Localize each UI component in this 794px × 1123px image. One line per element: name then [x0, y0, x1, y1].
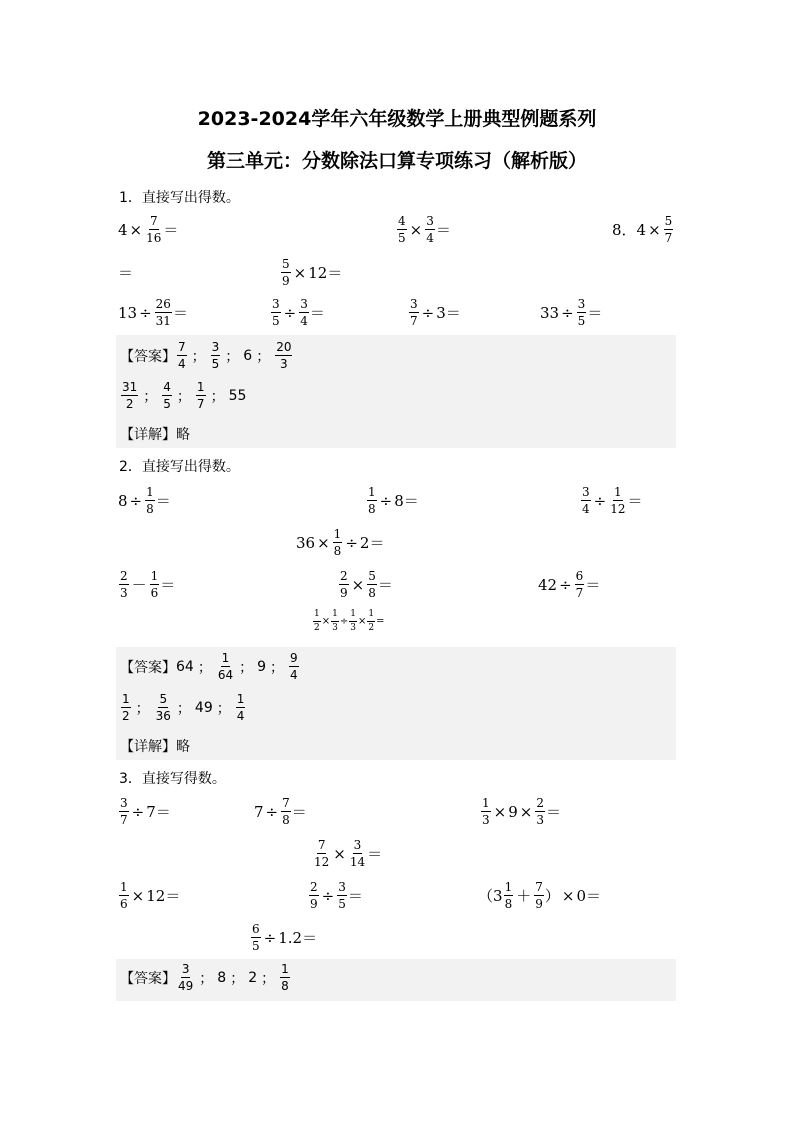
denominator: 5 [577, 314, 586, 328]
numerator: 1 [368, 485, 376, 499]
q1-expression-1 [118, 215, 178, 244]
numerator: 3 [272, 297, 280, 311]
equals-sign: ＝ [403, 492, 419, 510]
q2-expression-4 [296, 528, 384, 557]
q2-answer-row-1 [120, 652, 300, 681]
denominator: 7 [410, 314, 418, 328]
equals-sign: = [376, 616, 385, 627]
answer-label: 【答案】 [120, 970, 176, 987]
numerator: 7 [282, 796, 290, 810]
q3-expression-6 [308, 881, 363, 910]
numerator: 3 [410, 297, 418, 311]
denominator: 4 [426, 231, 434, 245]
denominator: 4 [236, 709, 245, 723]
separator: ； [199, 970, 214, 987]
q3-expression-5 [118, 881, 180, 910]
fraction [367, 570, 377, 599]
denominator: 6 [120, 897, 128, 911]
operator: － [131, 576, 147, 594]
numerator: 4 [398, 214, 406, 228]
fraction [145, 486, 155, 515]
numerator: 2 [120, 569, 128, 583]
detail-text: 略 [176, 739, 190, 755]
answer-label: 【答案】 [120, 659, 176, 676]
denominator: 8 [333, 544, 342, 558]
answer-fraction [162, 381, 172, 410]
denominator: 7 [664, 231, 673, 245]
numerator: 3 [300, 297, 308, 311]
number: 3 [436, 303, 446, 322]
operator: × [293, 263, 307, 282]
separator: ； [230, 970, 245, 987]
numerator: 3 [353, 838, 362, 852]
equals-sign: ＝ [155, 492, 171, 510]
separator: ； [225, 348, 240, 365]
denominator: 9 [535, 897, 543, 911]
number: 8 [118, 491, 128, 510]
operator: × [317, 533, 330, 552]
number: 42 [538, 575, 558, 594]
operator: ÷ [131, 802, 145, 821]
number: 7 [146, 802, 156, 821]
denominator: 9 [282, 274, 290, 288]
separator: ； [261, 970, 276, 987]
denominator: 12 [314, 855, 330, 869]
fraction [425, 215, 435, 244]
mixed-number [493, 881, 514, 910]
operator: ÷ [129, 491, 143, 510]
q1-answer-box [116, 335, 676, 448]
numerator: 26 [155, 297, 171, 311]
number: 8．4 [612, 221, 647, 239]
operator: × [131, 886, 145, 905]
numerator: 9 [290, 651, 298, 665]
q2-answer-box [116, 647, 676, 760]
number: 9 [508, 802, 518, 821]
numerator: 7 [178, 340, 186, 354]
separator: ； [270, 659, 285, 676]
operator: ÷ [593, 491, 607, 510]
equals-sign: ＝ [377, 576, 393, 594]
numerator: 3 [211, 340, 220, 354]
numerator: 1 [281, 962, 289, 976]
denominator: 8 [368, 586, 376, 600]
fraction [349, 839, 366, 868]
numerator: 1 [120, 880, 128, 894]
answer-fraction [236, 693, 246, 722]
equals-sign: ＝ [627, 492, 643, 510]
numerator: 1 [150, 569, 159, 583]
q2-expression-1 [118, 486, 171, 515]
equals-sign: ＝ [586, 887, 602, 905]
denominator: 4 [290, 668, 298, 682]
denominator: 7 [575, 586, 584, 600]
fraction [331, 610, 339, 633]
operator: × [519, 802, 533, 821]
number: 2 [359, 533, 370, 552]
q1-answer-row-2 [120, 381, 246, 410]
answer-value: 49 [194, 699, 213, 716]
denominator: 4 [582, 502, 590, 516]
q1-expression-7 [408, 298, 461, 327]
fraction [534, 881, 544, 910]
equals-sign: ＝ [435, 221, 451, 239]
denominator: 5 [398, 231, 406, 245]
q2-expression-7 [538, 570, 600, 599]
numerator: 1 [482, 796, 490, 810]
equals-sign: ＝ [302, 929, 318, 947]
fraction [313, 839, 330, 868]
denominator: 4 [178, 357, 186, 371]
denominator: 2 [125, 397, 134, 411]
answer-fraction [177, 341, 187, 370]
fraction [397, 215, 407, 244]
q1-expression-3 [612, 215, 674, 244]
separator: ； [143, 388, 158, 405]
fraction [504, 881, 514, 910]
numerator: 7 [149, 214, 158, 228]
equals-sign: ＝ [369, 534, 385, 552]
equals-sign: ＝ [585, 576, 601, 594]
number: 8 [394, 491, 404, 510]
denominator: 5 [338, 897, 346, 911]
equals-sign: ＝ [165, 887, 181, 905]
answer-fraction [121, 381, 138, 410]
q2-expression-3 [580, 486, 643, 515]
operator: ÷ [421, 303, 435, 322]
q2-expression-8 [312, 610, 385, 633]
answer-value: 9 [257, 658, 267, 675]
numerator: 2 [310, 880, 318, 894]
q2-expression-2 [366, 486, 419, 515]
q2-detail [120, 736, 190, 756]
equals-sign: ＝ [155, 803, 171, 821]
fraction [155, 298, 172, 327]
operator: × [648, 220, 661, 239]
denominator: 12 [610, 502, 626, 516]
answer-fraction [155, 693, 172, 722]
operator: × [493, 802, 507, 821]
fraction [281, 797, 291, 826]
q2-answer-row-2 [120, 693, 246, 722]
q1-expression-4 [280, 258, 342, 287]
denominator: 49 [178, 979, 194, 993]
q1-answer-row-1 [120, 341, 293, 370]
whole-part: 3 [493, 886, 503, 905]
answer-fraction [217, 652, 234, 681]
q3-expression-3 [480, 797, 561, 826]
detail-label: 【详解】 [120, 739, 176, 755]
numerator: 1 [196, 380, 205, 394]
equals-sign: ＝ [160, 576, 176, 594]
equals-sign: ＝ [445, 304, 461, 322]
separator: ； [135, 700, 150, 717]
denominator: 2 [122, 709, 130, 723]
numerator: 1 [122, 692, 130, 706]
q3-expression-1 [118, 797, 171, 826]
fraction [299, 298, 309, 327]
operator: × [409, 220, 423, 239]
fraction [119, 570, 129, 599]
operator: × [333, 844, 346, 863]
detail-text: 略 [176, 427, 190, 443]
q1-expression-5 [118, 298, 188, 327]
answer-label: 【答案】 [120, 348, 176, 365]
numerator: 20 [276, 340, 292, 354]
denominator: 9 [310, 897, 318, 911]
fraction [337, 881, 347, 910]
numerator: 1 [221, 651, 230, 665]
equals-sign: ＝ [309, 304, 325, 322]
fraction [119, 881, 129, 910]
numerator: 2 [536, 796, 544, 810]
equals-sign: ＝ [291, 803, 307, 821]
number: 36 [296, 533, 316, 552]
fraction [339, 570, 349, 599]
answer-fraction [196, 381, 206, 410]
numerator: 31 [122, 380, 138, 394]
fraction [535, 797, 545, 826]
equals-sign: ＝ [587, 304, 603, 322]
separator: ； [210, 388, 225, 405]
denominator: 6 [150, 586, 159, 600]
denominator: 5 [272, 314, 280, 328]
fraction [150, 570, 160, 599]
fraction [119, 797, 129, 826]
numerator: 3 [577, 297, 586, 311]
denominator: 3 [120, 586, 128, 600]
answer-fraction [121, 693, 131, 722]
separator: ； [176, 700, 191, 717]
operator: ÷ [339, 616, 349, 627]
numerator: 5 [664, 214, 673, 228]
numerator: 7 [535, 880, 543, 894]
answer-value: 6 [243, 347, 253, 364]
numerator: 5 [368, 569, 376, 583]
number: 13 [118, 303, 138, 322]
numerator: 3 [426, 214, 434, 228]
denominator: 3 [350, 623, 356, 633]
fraction [664, 215, 674, 244]
detail-label: 【详解】 [120, 427, 176, 443]
q3-answer-row-1 [120, 963, 291, 992]
denominator: 8 [368, 502, 376, 516]
separator: ； [176, 388, 191, 405]
fraction [581, 486, 591, 515]
q2-expression-6 [338, 570, 393, 599]
operator: ÷ [345, 533, 358, 552]
numerator: 1 [614, 485, 622, 499]
q3-answer-box [116, 959, 676, 1001]
number: 33 [540, 303, 560, 322]
number: 7 [254, 802, 264, 821]
numerator: 3 [120, 796, 128, 810]
denominator: 14 [349, 855, 366, 869]
denominator: 3 [536, 813, 544, 827]
equals-sign: ＝ [545, 803, 561, 821]
number: 1.2 [278, 928, 303, 947]
numerator: 5 [282, 257, 290, 271]
numerator: 3 [181, 962, 190, 976]
q1-expression-3-equals: ＝ [118, 264, 134, 282]
equals-sign: ＝ [327, 264, 343, 282]
equals-sign: ＝ [367, 845, 383, 863]
question-2-heading: 2．直接写出得数。 [119, 459, 240, 475]
operator: × [129, 220, 143, 239]
numerator: 1 [504, 880, 513, 894]
q3-expression-4 [312, 839, 382, 868]
q3-expression-2 [254, 797, 307, 826]
separator: ； [239, 659, 254, 676]
right-parenthesis: ） [544, 887, 560, 905]
numerator: 1 [367, 610, 375, 622]
fraction [367, 486, 377, 515]
numerator: 3 [582, 485, 590, 499]
denominator: 16 [146, 231, 162, 245]
question-1-heading: 1．直接写出得数。 [119, 190, 240, 206]
fraction [281, 258, 291, 287]
operator: × [561, 886, 575, 905]
denominator: 3 [280, 357, 288, 371]
fraction [577, 298, 587, 327]
q3-expression-7 [478, 881, 601, 910]
fraction [251, 923, 261, 952]
numerator: 1 [236, 692, 245, 706]
denominator: 3 [332, 623, 338, 633]
denominator: 4 [300, 314, 308, 328]
numerator: 7 [317, 838, 326, 852]
operator: ÷ [559, 575, 572, 594]
numerator: 3 [338, 880, 346, 894]
answer-fraction [280, 963, 290, 992]
separator: ； [256, 348, 271, 365]
document-title: 2023-2024学年六年级数学上册典型例题系列 [197, 108, 597, 130]
numerator: 1 [146, 485, 154, 499]
number: 0 [576, 886, 586, 905]
numerator: 4 [163, 380, 171, 394]
operator: ÷ [265, 802, 279, 821]
fraction [409, 298, 419, 327]
answer-value: 2 [248, 969, 258, 986]
answer-value: 64 [176, 658, 194, 675]
q1-expression-2 [396, 215, 451, 244]
denominator: 5 [163, 397, 171, 411]
denominator: 7 [196, 397, 205, 411]
q1-detail [120, 424, 190, 444]
fraction [349, 610, 357, 633]
operator: ÷ [263, 928, 277, 947]
fraction [481, 797, 491, 826]
numerator: 1 [349, 610, 357, 622]
q3-expression-8 [250, 923, 317, 952]
operator: × [351, 575, 365, 594]
q1-expression-6 [270, 298, 325, 327]
equals-sign: ＝ [163, 221, 179, 239]
denominator: 8 [281, 979, 289, 993]
denominator: 2 [368, 623, 375, 633]
numerator: 1 [333, 527, 342, 541]
fraction [367, 610, 375, 633]
number: 4 [118, 220, 128, 239]
denominator: 8 [146, 502, 154, 516]
operator: × [321, 616, 331, 627]
numerator: 1 [331, 610, 339, 622]
numerator: 5 [159, 692, 168, 706]
fraction [309, 881, 319, 910]
document-subtitle: 第三单元：分数除法口算专项练习（解析版） [206, 150, 587, 172]
denominator: 3 [482, 813, 490, 827]
operator: ＋ [516, 887, 532, 905]
numerator: 1 [313, 610, 321, 622]
denominator: 5 [211, 357, 220, 371]
numerator: 2 [340, 569, 348, 583]
fraction [313, 610, 321, 633]
operator: ÷ [561, 303, 574, 322]
denominator: 7 [120, 813, 128, 827]
left-parenthesis: （ [478, 887, 494, 905]
answer-fraction [275, 341, 292, 370]
number: 12 [308, 263, 328, 282]
denominator: 31 [155, 314, 171, 328]
answer-value: 8 [217, 969, 227, 986]
operator: ÷ [139, 303, 152, 322]
separator: ； [216, 700, 231, 717]
denominator: 8 [504, 897, 513, 911]
numerator: 6 [575, 569, 584, 583]
fraction [609, 486, 626, 515]
answer-value: 55 [228, 387, 247, 404]
denominator: 8 [282, 813, 290, 827]
answer-fraction [177, 963, 194, 992]
answer-fraction [289, 652, 299, 681]
equals-sign: ＝ [172, 304, 188, 322]
fraction [333, 528, 343, 557]
equals-sign: ＝ [347, 887, 363, 905]
denominator: 9 [340, 586, 348, 600]
denominator: 36 [155, 709, 171, 723]
q2-expression-5 [118, 570, 175, 599]
operator: ÷ [321, 886, 335, 905]
fraction [145, 215, 162, 244]
q1-expression-8 [540, 298, 602, 327]
operator: ÷ [379, 491, 393, 510]
number: 12 [146, 886, 166, 905]
fraction [271, 298, 281, 327]
question-3-heading: 3．直接写得数。 [119, 771, 226, 787]
numerator: 6 [252, 922, 260, 936]
answer-fraction [211, 341, 221, 370]
operator: ÷ [283, 303, 297, 322]
fraction [575, 570, 585, 599]
operator: × [357, 616, 367, 627]
separator: ； [197, 659, 212, 676]
denominator: 64 [217, 668, 234, 682]
separator: ； [191, 348, 206, 365]
denominator: 5 [252, 939, 260, 953]
denominator: 2 [314, 623, 320, 633]
